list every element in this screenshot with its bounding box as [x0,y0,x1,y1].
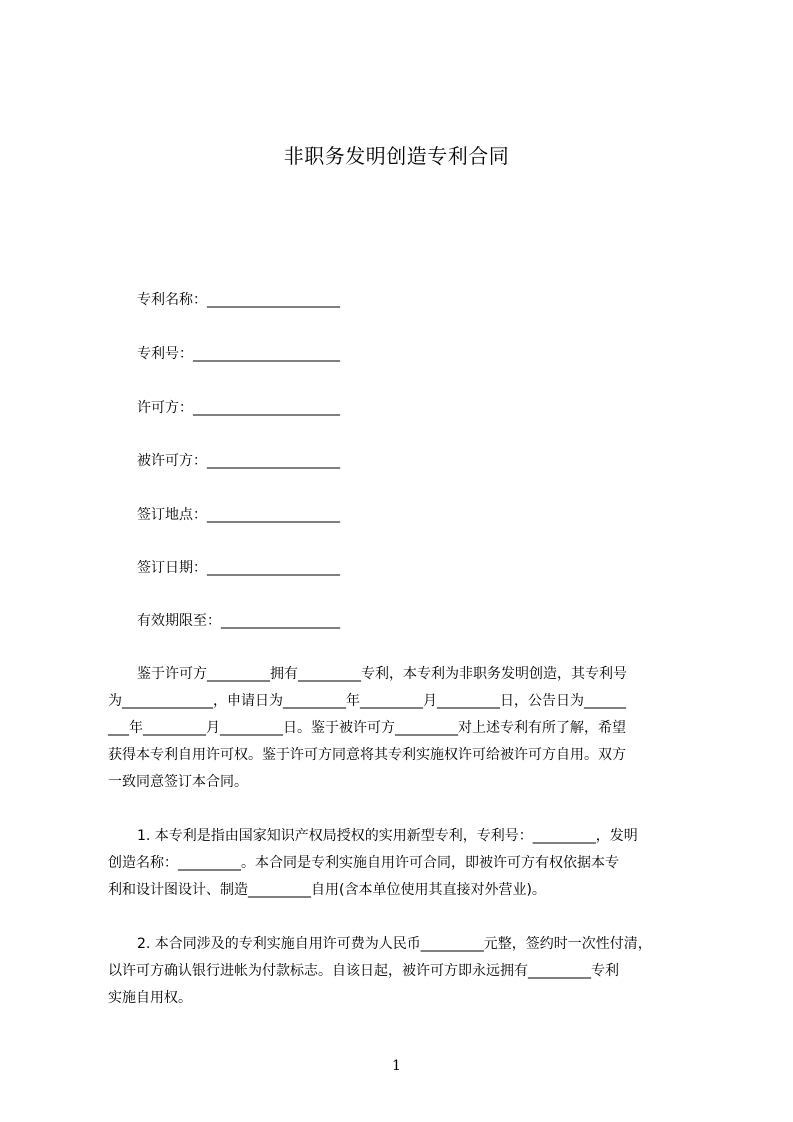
field-patent-number: 专利号：_____________________ [137,346,340,362]
intro-line: 获得本专利自用许可权。鉴于许可方同意将其专利实施权许可给被许可方自用。双方 [108,747,626,763]
field-signing-place: 签订地点：___________________ [137,507,340,523]
field-validity-period: 有效期限至：_________________ [137,613,340,629]
field-patent-name: 专利名称：___________________ [137,292,340,308]
field-signing-date: 签订日期：___________________ [137,560,340,576]
page-number: 1 [392,1058,401,1074]
clause-1-line: 利和设计图设计、制造_________自用(含本单位使用其直接对外营业)。 [108,882,546,898]
clause-1-line: 1. 本专利是指由国家知识产权局授权的实用新型专利，专利号：_________，发明 [137,828,638,844]
clause-1-line: 创造名称：_________。本合同是专利实施自用许可合同，即被许可方有权依据本专 [108,855,619,871]
intro-line: ___年_________月_________日。鉴于被许可方_________对上述专利有所了解，希望 [108,720,626,736]
intro-line: 鉴于许可方_________拥有_________专利，本专利为非职务发明创造，其专利号 [137,666,627,682]
clause-2-line: 实施自用权。 [108,990,192,1006]
intro-line: 为_____________，申请日为_________年_________月_________日，公告日为______ [108,693,626,709]
clause-2-line: 2. 本合同涉及的专利实施自用许可费为人民币_________元整，签约时一次性付清， [137,936,652,952]
field-licensor: 许可方：_____________________ [137,400,340,416]
clause-2-line: 以许可方确认银行进帐为付款标志。自该日起，被许可方即永远拥有_________专利 [108,963,619,979]
intro-line: 一致同意签订本合同。 [108,774,248,790]
field-licensee: 被许可方：___________________ [137,453,340,469]
document-title: 非职务发明创造专利合同 [283,144,510,168]
